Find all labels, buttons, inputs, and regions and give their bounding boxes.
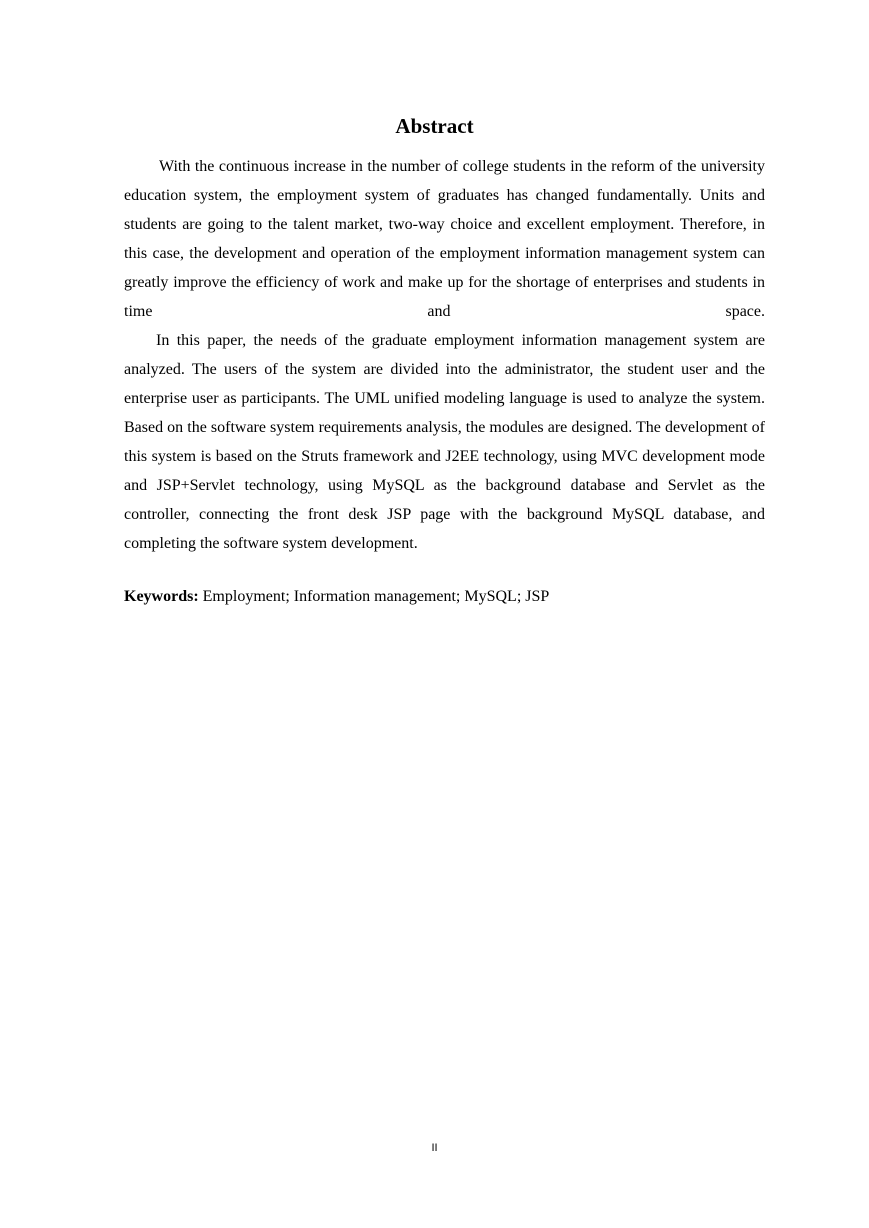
keywords-text: Employment; Information management; MySQL; JSP: [202, 588, 550, 605]
keywords-line: [124, 584, 765, 610]
keywords-label: Keywords:: [124, 588, 199, 605]
abstract-paragraph-1: With the continuous increase in the number of college students in the reform of the university education system, the employment system of graduates has changed fundamentally. Units and students are going to the talent market, two-way choice and excellent employment. Therefore, in this case, the development and operation of the employment information management system can greatly improve the efficiency of work and make up for the shortage of enterprises and students in time and space.: [124, 158, 765, 320]
page-number: II: [431, 1142, 438, 1154]
abstract-title: Abstract: [395, 114, 474, 138]
abstract-body: [124, 152, 765, 558]
abstract-paragraph-2: In this paper, the needs of the graduate employment information management system are analyzed. The users of the system are divided into the administrator, the student user and the enterprise user as participants. The UML unified modeling language is used to analyze the system. Based on the software system requirements analysis, the modules are designed. The development of this system is based on the Struts framework and J2EE technology, using MVC development mode and JSP+Servlet technology, using MySQL as the background database and Servlet as the controller, connecting the front desk JSP page with the background MySQL database, and completing the software system development.: [124, 332, 765, 552]
